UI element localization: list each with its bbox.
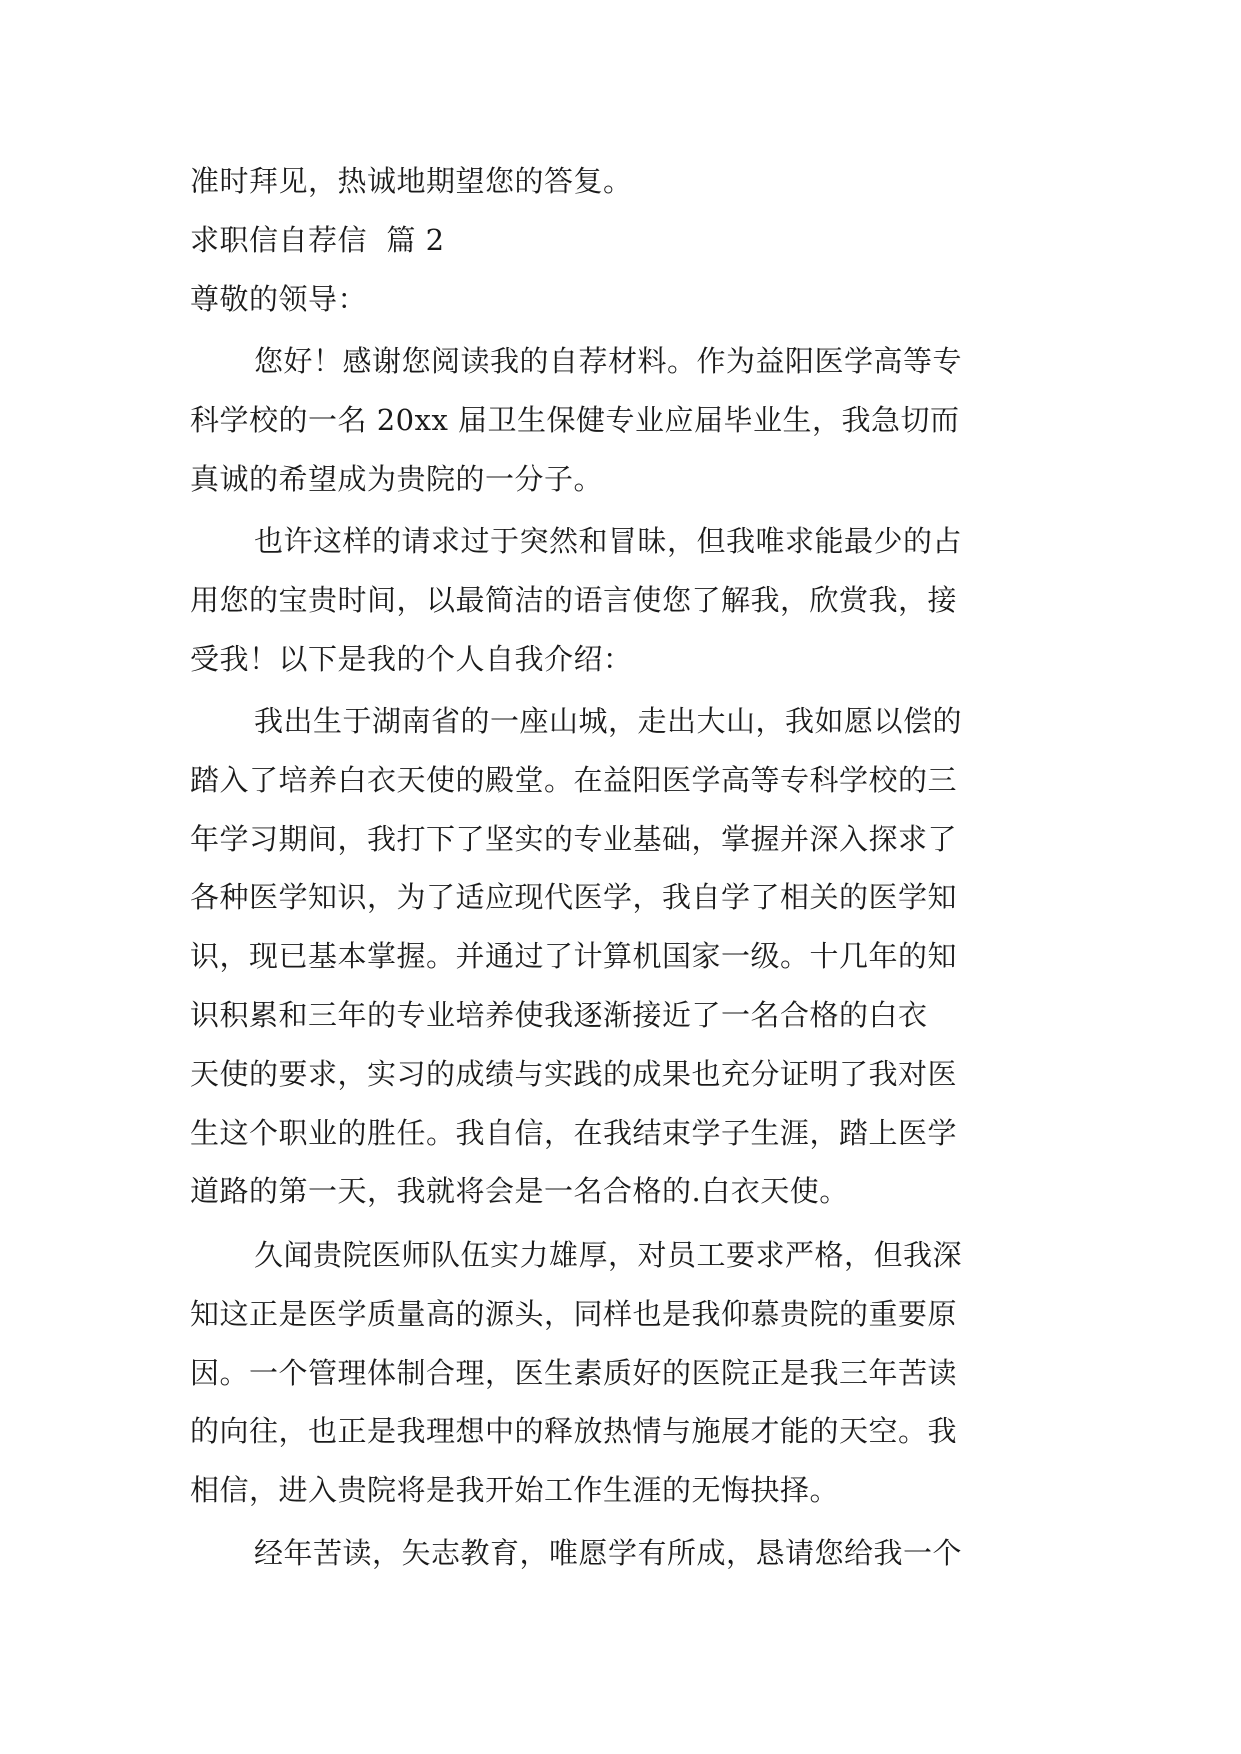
paragraph-background — [190, 692, 1070, 1221]
paragraph-line: 道路的第一天，我就将会是一名合格的.白衣天使。 — [190, 1174, 849, 1209]
paragraph-line: 识，现已基本掌握。并通过了计算机国家一级。十几年的知 — [190, 939, 958, 974]
paragraph-line: 您好！感谢您阅读我的自荐材料。作为益阳医学高等专 — [254, 344, 963, 378]
paragraph-closing — [190, 1524, 1070, 1583]
paragraph-line: 因。一个管理体制合理，医生素质好的医院正是我三年苦读 — [190, 1355, 958, 1390]
paragraph-line: 识积累和三年的专业培养使我逐渐接近了一名合格的白衣 — [190, 997, 928, 1032]
paragraph-line: 受我！以下是我的个人自我介绍： — [190, 641, 633, 676]
paragraph-line: 天使的要求，实习的成绩与实践的成果也充分证明了我对医 — [190, 1056, 958, 1091]
paragraph-hospital — [190, 1226, 1070, 1520]
paragraph-line: 科学校的一名 20xx 届卫生保健专业应届毕业生，我急切而 — [190, 402, 960, 437]
paragraph-line: 知这正是医学质量高的源头，同样也是我仰慕贵院的重要原 — [190, 1296, 958, 1331]
paragraph-line: 也许这样的请求过于突然和冒昧，但我唯求能最少的占 — [254, 524, 963, 558]
paragraph-line: 经年苦读，矢志教育，唯愿学有所成，恳请您给我一个 — [254, 1536, 963, 1570]
header-block — [190, 152, 1070, 328]
paragraph-line: 相信，进入贵院将是我开始工作生涯的无悔抉择。 — [190, 1473, 840, 1508]
paragraph-line: 踏入了培养白衣天使的殿堂。在益阳医学高等专科学校的三 — [190, 762, 958, 797]
closing-line: 准时拜见，热诚地期望您的答复。 — [190, 164, 633, 198]
paragraph-line: 用您的宝贵时间，以最简洁的语言使您了解我，欣赏我，接 — [190, 582, 958, 617]
paragraph-line: 生这个职业的胜任。我自信，在我结束学子生涯，踏上医学 — [190, 1115, 958, 1150]
section-title: 求职信自荐信 篇 2 — [190, 222, 445, 257]
paragraph-line: 各种医学知识，为了适应现代医学，我自学了相关的医学知 — [190, 880, 958, 915]
paragraph-line: 我出生于湖南省的一座山城，走出大山，我如愿以偿的 — [254, 704, 963, 738]
paragraph-request — [190, 512, 1070, 688]
paragraph-line: 的向往，也正是我理想中的释放热情与施展才能的天空。我 — [190, 1414, 958, 1449]
paragraph-line: 久闻贵院医师队伍实力雄厚，对员工要求严格，但我深 — [254, 1238, 963, 1272]
paragraph-greeting — [190, 332, 1070, 508]
salutation: 尊敬的领导： — [190, 281, 368, 316]
paragraph-line: 年学习期间，我打下了坚实的专业基础，掌握并深入探求了 — [190, 821, 958, 856]
paragraph-line: 真诚的希望成为贵院的一分子。 — [190, 461, 604, 496]
